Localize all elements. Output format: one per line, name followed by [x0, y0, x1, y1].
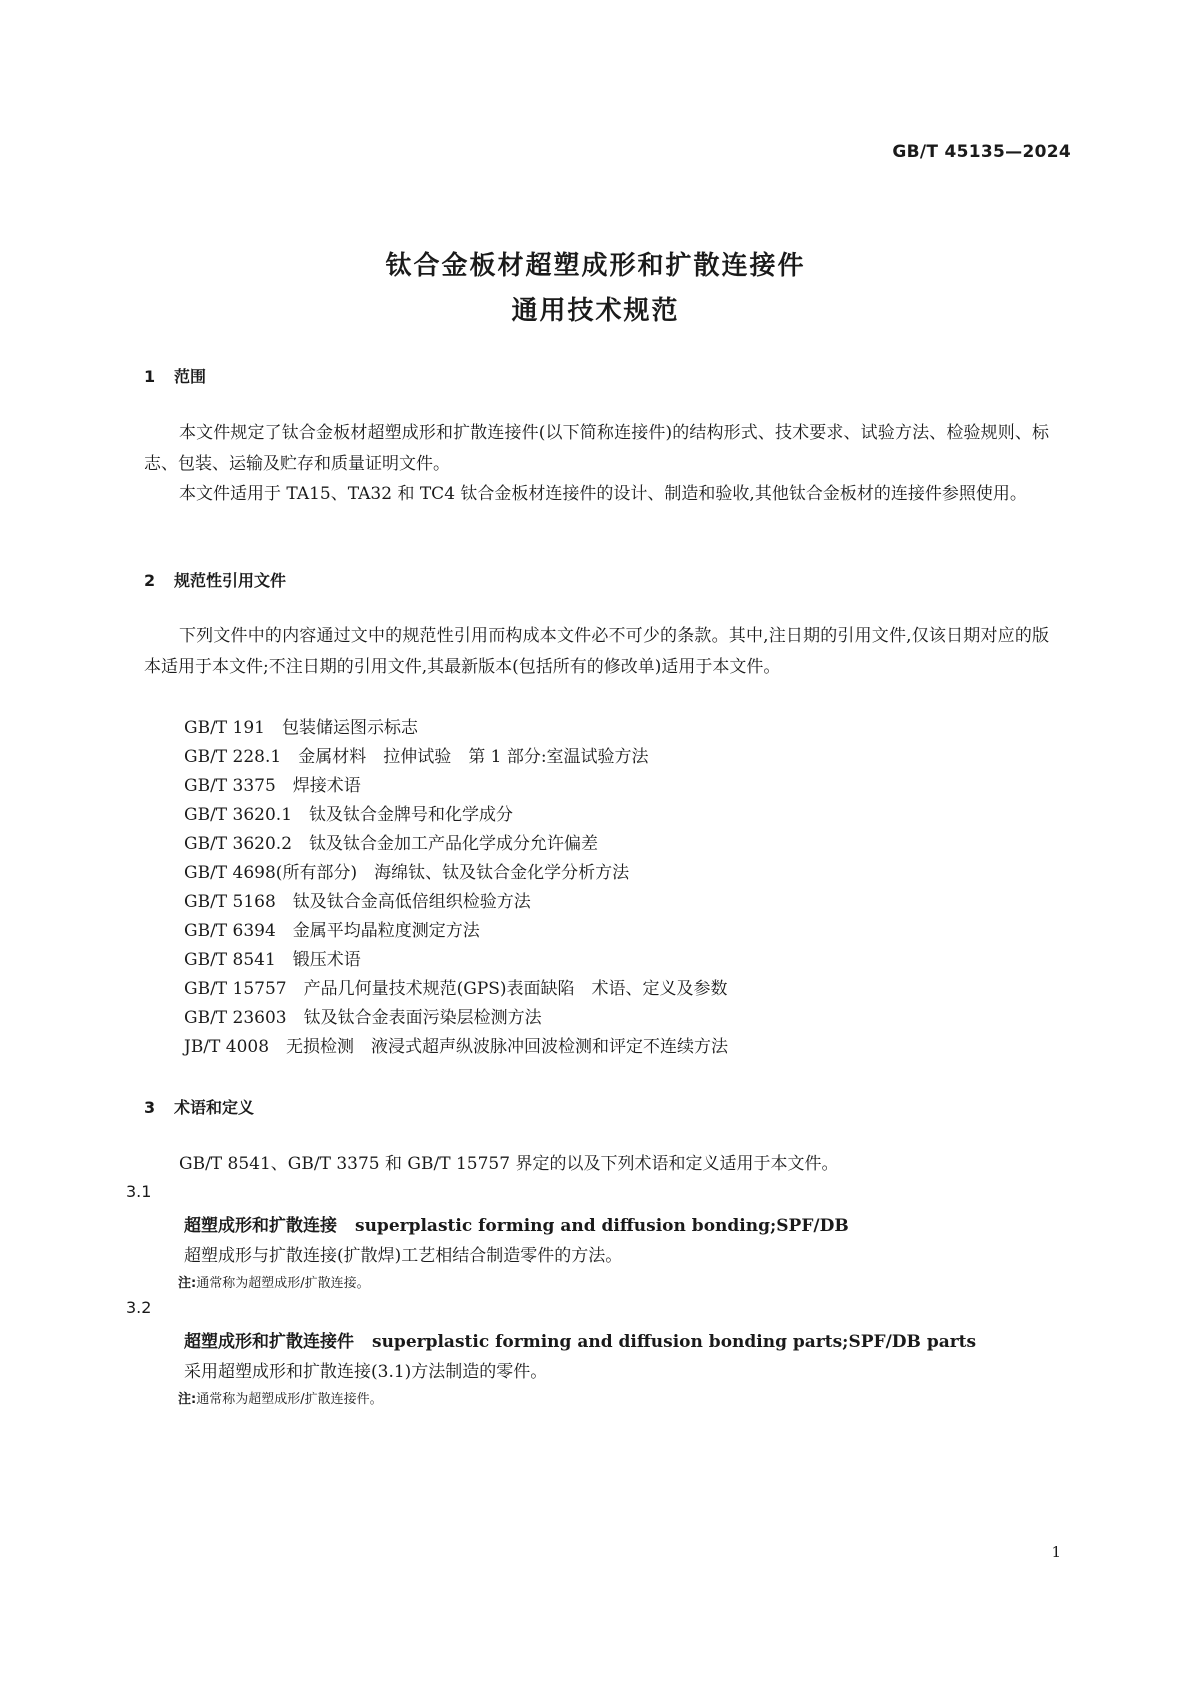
- section-title: 术语和定义: [174, 1098, 255, 1117]
- section-title: 规范性引用文件: [174, 571, 287, 590]
- section-heading-terms-and-definitions: [144, 1095, 254, 1118]
- term-chinese: 超塑成形和扩散连接件: [184, 1332, 354, 1352]
- reference-item: GB/T 3620.1 钛及钛合金牌号和化学成分: [184, 805, 514, 825]
- paragraph: GB/T 8541、GB/T 3375 和 GB/T 15757 界定的以及下列术语和定义适用于本文件。: [179, 1154, 839, 1174]
- note-text: 通常称为超塑成形/扩散连接。: [196, 1276, 370, 1291]
- reference-item: JB/T 4008 无损检测 液浸式超声纵波脉冲回波检测和评定不连续方法: [184, 1037, 729, 1057]
- reference-item: GB/T 3375 焊接术语: [184, 776, 361, 796]
- term-note: [178, 1272, 370, 1291]
- term-definition: 采用超塑成形和扩散连接(3.1)方法制造的零件。: [184, 1362, 548, 1382]
- term-chinese: 超塑成形和扩散连接: [184, 1216, 337, 1236]
- standard-code: GB/T 45135—2024: [892, 142, 1071, 162]
- term-number: 3.2: [126, 1298, 152, 1317]
- document-title-line2: 通用技术规范: [511, 296, 680, 326]
- section-number: 1: [144, 367, 156, 386]
- section-heading-scope: [144, 364, 206, 387]
- term-entry: [184, 1211, 849, 1236]
- section-number: 2: [144, 571, 156, 590]
- paragraph: 下列文件中的内容通过文中的规范性引用而构成本文件必不可少的条款。其中,注日期的引用文件,仅该日期对应的版本适用于本文件;不注日期的引用文件,其最新版本(包括所有的修改单)适用于本文件。: [144, 626, 1049, 677]
- term-entry: [184, 1327, 976, 1352]
- page-number: 1: [1051, 1543, 1061, 1561]
- reference-item: GB/T 191 包装储运图示标志: [184, 718, 418, 738]
- reference-item: GB/T 5168 钛及钛合金高低倍组织检验方法: [184, 892, 531, 912]
- paragraph: 本文件适用于 TA15、TA32 和 TC4 钛合金板材连接件的设计、制造和验收,其他钛合金板材的连接件参照使用。: [179, 484, 1027, 504]
- reference-item: GB/T 8541 锻压术语: [184, 950, 361, 970]
- reference-item: GB/T 228.1 金属材料 拉伸试验 第 1 部分:室温试验方法: [184, 747, 649, 767]
- note-label: 注:: [178, 1392, 197, 1407]
- note-text: 通常称为超塑成形/扩散连接件。: [196, 1392, 383, 1407]
- term-english: superplastic forming and diffusion bonding;SPF/DB: [355, 1216, 849, 1236]
- section-heading-normative-references: [144, 568, 286, 591]
- reference-item: GB/T 4698(所有部分) 海绵钛、钛及钛合金化学分析方法: [184, 863, 630, 883]
- reference-item: GB/T 6394 金属平均晶粒度测定方法: [184, 921, 480, 941]
- reference-item: GB/T 3620.2 钛及钛合金加工产品化学成分允许偏差: [184, 834, 599, 854]
- reference-item: GB/T 23603 钛及钛合金表面污染层检测方法: [184, 1008, 542, 1028]
- term-english: superplastic forming and diffusion bonding parts;SPF/DB parts: [372, 1332, 977, 1352]
- term-note: [178, 1388, 383, 1407]
- document-title-line1: 钛合金板材超塑成形和扩散连接件: [385, 251, 806, 281]
- note-label: 注:: [178, 1276, 197, 1291]
- term-definition: 超塑成形与扩散连接(扩散焊)工艺相结合制造零件的方法。: [184, 1246, 623, 1266]
- reference-item: GB/T 15757 产品几何量技术规范(GPS)表面缺陷 术语、定义及参数: [184, 979, 728, 999]
- section-number: 3: [144, 1098, 156, 1117]
- section-title: 范围: [174, 367, 207, 386]
- term-number: 3.1: [126, 1182, 152, 1201]
- paragraph: 本文件规定了钛合金板材超塑成形和扩散连接件(以下简称连接件)的结构形式、技术要求、试验方法、检验规则、标志、包装、运输及贮存和质量证明文件。: [144, 423, 1049, 474]
